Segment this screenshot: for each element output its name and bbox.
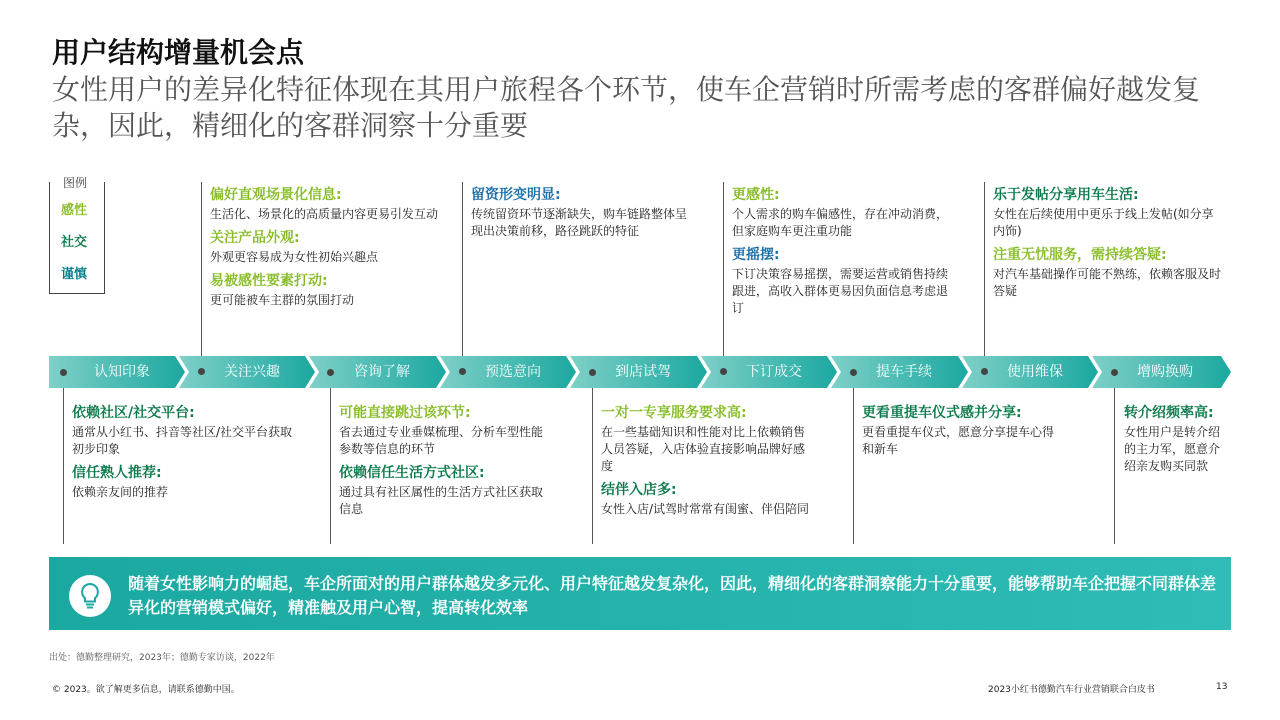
timeline-divider <box>592 372 593 544</box>
block-heading: 乐于发帖分享用车生活: <box>993 187 1139 203</box>
timeline-divider <box>723 182 724 372</box>
page-subtitle: 女性用户的差异化特征体现在其用户旅程各个环节，使车企营销时所需考虑的客群偏好越发复杂，因此，精细化的客群洞察十分重要 <box>52 73 1201 142</box>
block-heading: 偏好直观场景化信息: <box>210 187 342 203</box>
legend-item-careful: 谨慎 <box>61 267 88 282</box>
stage-label: 到店试驾 <box>615 364 671 380</box>
source-note: 出处：德勤整理研究，2023年；德勤专家访谈，2022年 <box>49 653 275 663</box>
page-title: 用户结构增量机会点 <box>52 36 305 69</box>
bottom-block-testdrive <box>601 404 811 518</box>
block-text: 更可能被车主群的氛围打动 <box>210 293 355 307</box>
bottom-block-awareness <box>72 404 302 501</box>
block-heading: 关注产品外观: <box>210 230 300 246</box>
page-number: 13 <box>1216 682 1228 692</box>
timeline-dot <box>720 368 727 375</box>
block-heading: 一对一专享服务要求高: <box>601 405 747 421</box>
block-text: 通常从小红书、抖音等社区/社交平台获取初步印象 <box>72 425 293 456</box>
timeline-dot <box>1111 369 1118 376</box>
bottom-block-consult <box>339 404 549 518</box>
timeline-divider <box>462 182 463 372</box>
timeline-dot <box>981 368 988 375</box>
stage-label: 提车手续 <box>876 364 932 380</box>
timeline-divider <box>330 372 331 544</box>
block-heading: 易被感性要素打动: <box>210 273 328 289</box>
timeline-divider <box>63 372 64 544</box>
timeline-dot <box>60 369 67 376</box>
timeline-dot <box>850 369 857 376</box>
block-text: 外观更容易成为女性初始兴趣点 <box>210 250 379 264</box>
block-text: 依赖亲友间的推荐 <box>72 485 169 499</box>
banner-text: 随着女性影响力的崛起，车企所面对的用户群体越发多元化、用户特征越发复杂化，因此，精细化的客群洞察能力十分重要，能够帮助车企把握不同群体差异化的营销模式偏好，精准触及用户心智，提高转化效率 <box>128 574 1217 617</box>
stage-label: 增购换购 <box>1137 364 1193 380</box>
block-heading: 注重无忧服务，需持续答疑: <box>993 247 1167 263</box>
timeline-dot <box>327 369 334 376</box>
timeline-dot <box>198 368 205 375</box>
block-text: 女性入店/试驾时常常有闺蜜、伴侣陪同 <box>601 502 810 516</box>
stage-label: 预选意向 <box>485 364 541 380</box>
copyright: © 2023。欲了解更多信息，请联系德勤中国。 <box>52 685 240 695</box>
block-text: 传统留资环节逐渐缺失，购车链路整体呈现出决策前移，路径跳跃的特征 <box>471 207 688 238</box>
stage-label: 使用维保 <box>1007 364 1063 380</box>
top-block-preselect <box>471 186 693 240</box>
stage-label: 下订成交 <box>746 364 802 380</box>
bottom-block-repurchase <box>1124 404 1228 475</box>
block-text: 对汽车基础操作可能不熟练，依赖客服及时答疑 <box>993 267 1222 298</box>
timeline-dot <box>589 369 596 376</box>
timeline-divider <box>201 182 202 372</box>
block-text: 省去通过专业垂媒梳理、分析车型性能参数等信息的环节 <box>339 425 544 456</box>
legend-item-sensual: 感性 <box>61 203 88 218</box>
legend-item-social: 社交 <box>61 235 88 250</box>
block-heading: 更看重提车仪式感并分享: <box>862 405 1022 421</box>
block-text: 个人需求的购车偏感性，存在冲动消费，但家庭购车更注重功能 <box>732 207 949 238</box>
block-text: 女性用户是转介绍的主力军，愿意介绍亲友购买同款 <box>1124 425 1221 473</box>
block-heading: 可能直接跳过该环节: <box>339 405 471 421</box>
stage-label: 关注兴趣 <box>224 364 280 380</box>
block-text: 通过具有社区属性的生活方式社区获取信息 <box>339 485 544 516</box>
block-heading: 更摇摆: <box>732 247 780 263</box>
report-title: 2023小红书德勤汽车行业营销联合白皮书 <box>988 685 1155 695</box>
block-text: 在一些基础知识和性能对比上依赖销售人员答疑，入店体验直接影响品牌好感度 <box>601 425 806 473</box>
legend-title: 图例 <box>58 175 92 191</box>
block-heading: 信任熟人推荐: <box>72 465 162 481</box>
block-text: 更看重提车仪式，愿意分享提车心得和新车 <box>862 425 1055 456</box>
block-text: 生活化、场景化的高质量内容更易引发互动 <box>210 207 439 221</box>
stage-label: 咨询了解 <box>354 364 410 380</box>
block-heading: 依赖社区/社交平台: <box>72 405 195 421</box>
timeline-divider <box>853 372 854 544</box>
block-heading: 留资形变明显: <box>471 187 561 203</box>
lightbulb-icon <box>69 575 111 617</box>
block-text: 女性在后续使用中更乐于线上发帖(如分享内饰) <box>993 207 1214 238</box>
stage-label: 认知印象 <box>94 364 150 380</box>
top-block-usage <box>993 186 1225 300</box>
timeline-divider <box>1114 372 1115 544</box>
block-heading: 依赖信任生活方式社区: <box>339 465 485 481</box>
top-block-order <box>732 186 950 317</box>
timeline-divider <box>984 182 985 372</box>
block-heading: 转介绍频率高: <box>1124 405 1214 421</box>
block-heading: 结伴入店多: <box>601 482 677 498</box>
timeline-dot <box>459 368 466 375</box>
top-block-interest <box>210 186 450 309</box>
block-heading: 更感性: <box>732 187 780 203</box>
bottom-block-delivery <box>862 404 1062 458</box>
block-text: 下订决策容易摇摆，需要运营或销售持续跟进，高收入群体更易因负面信息考虑退订 <box>732 267 949 315</box>
